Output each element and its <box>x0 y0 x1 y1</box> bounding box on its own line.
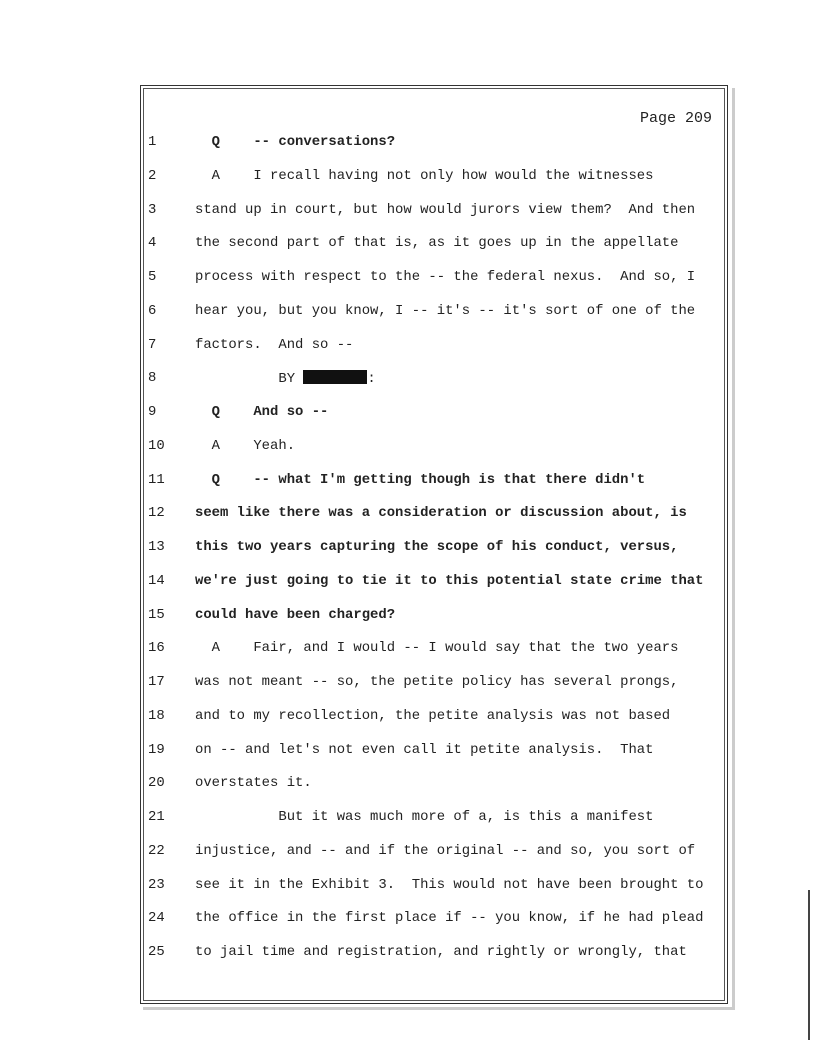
line-number: 16 <box>148 640 165 657</box>
line-text: Q -- what I'm getting though is that there didn't <box>195 471 646 488</box>
transcript-line <box>0 134 816 154</box>
line-number: 24 <box>148 910 165 927</box>
line-text: But it was much more of a, is this a manifest <box>195 809 654 825</box>
transcript-line <box>0 775 816 795</box>
line-text: we're just going to tie it to this potential state crime that <box>195 572 704 589</box>
scan-edge-line <box>808 890 810 1040</box>
transcript-line <box>0 877 816 897</box>
line-text: Q And so -- <box>195 404 329 420</box>
line-text: A I recall having not only how would the witnesses <box>195 167 654 184</box>
line-number: 18 <box>148 707 165 724</box>
line-number: 14 <box>148 572 165 589</box>
line-text: A Fair, and I would -- I would say that the two years <box>195 640 679 657</box>
line-number: 21 <box>148 809 165 825</box>
line-number: 3 <box>148 201 157 218</box>
transcript-line <box>0 235 816 255</box>
line-text-suffix: : <box>367 371 376 388</box>
transcript-line <box>0 640 816 660</box>
transcript-line <box>0 168 816 188</box>
line-text: could have been charged? <box>195 606 396 623</box>
line-text: process with respect to the -- the federal nexus. And so, I <box>195 269 696 285</box>
line-text-prefix: BY <box>195 371 304 388</box>
line-text: injustice, and -- and if the original -- and so, you sort of <box>195 842 696 859</box>
line-text: overstates it. <box>195 775 312 792</box>
transcript-line <box>0 607 816 627</box>
line-text: and to my recollection, the petite analysis was not based <box>195 707 671 724</box>
transcript-line <box>0 843 816 863</box>
redaction-box <box>303 370 367 384</box>
line-number: 4 <box>148 235 157 252</box>
transcript-line <box>0 809 816 829</box>
transcript-line <box>0 674 816 694</box>
line-number: 22 <box>148 842 165 859</box>
line-number: 5 <box>148 269 157 285</box>
transcript-line <box>0 505 816 525</box>
page-number: Page 209 <box>639 110 712 127</box>
line-text: on -- and let's not even call it petite analysis. That <box>195 741 654 758</box>
line-number: 2 <box>148 167 157 184</box>
line-number: 19 <box>148 741 165 758</box>
transcript-line <box>0 370 816 390</box>
line-number: 11 <box>148 471 165 488</box>
transcript-line <box>0 539 816 559</box>
line-text: Q -- conversations? <box>195 134 396 150</box>
line-number: 17 <box>148 674 165 690</box>
line-number: 10 <box>148 437 165 454</box>
line-number: 1 <box>148 134 157 150</box>
line-number: 20 <box>148 775 165 792</box>
line-number: 8 <box>148 370 157 387</box>
transcript-line <box>0 910 816 930</box>
line-text: seem like there was a consideration or discussion about, is <box>195 505 687 522</box>
transcript-line <box>0 573 816 593</box>
line-text: to jail time and registration, and rightly or wrongly, that <box>195 944 687 960</box>
line-number: 13 <box>148 539 165 555</box>
line-text: see it in the Exhibit 3. This would not have been brought to <box>195 876 704 893</box>
transcript-line <box>0 404 816 424</box>
line-number: 9 <box>148 404 157 420</box>
line-number: 23 <box>148 876 165 893</box>
line-number: 25 <box>148 944 165 960</box>
line-text: the second part of that is, as it goes up in the appellate <box>195 235 679 252</box>
transcript-line <box>0 944 816 964</box>
transcript-line <box>0 742 816 762</box>
line-number: 6 <box>148 302 157 319</box>
line-text: A Yeah. <box>195 437 296 454</box>
transcript-line <box>0 303 816 323</box>
transcript-line <box>0 472 816 492</box>
line-text: stand up in court, but how would jurors view them? And then <box>195 201 696 218</box>
line-text: hear you, but you know, I -- it's -- it's sort of one of the <box>195 302 696 319</box>
line-text: factors. And so -- <box>195 336 354 353</box>
transcript-line <box>0 708 816 728</box>
line-text <box>195 370 376 387</box>
line-text: the office in the first place if -- you know, if he had plead <box>195 910 704 927</box>
transcript-line <box>0 337 816 357</box>
line-text: this two years capturing the scope of his conduct, versus, <box>195 539 679 555</box>
line-number: 15 <box>148 606 165 623</box>
line-number: 12 <box>148 505 165 522</box>
line-number: 7 <box>148 336 157 353</box>
transcript-line <box>0 202 816 222</box>
line-text: was not meant -- so, the petite policy has several prongs, <box>195 674 679 690</box>
transcript-line <box>0 438 816 458</box>
transcript-line <box>0 269 816 289</box>
